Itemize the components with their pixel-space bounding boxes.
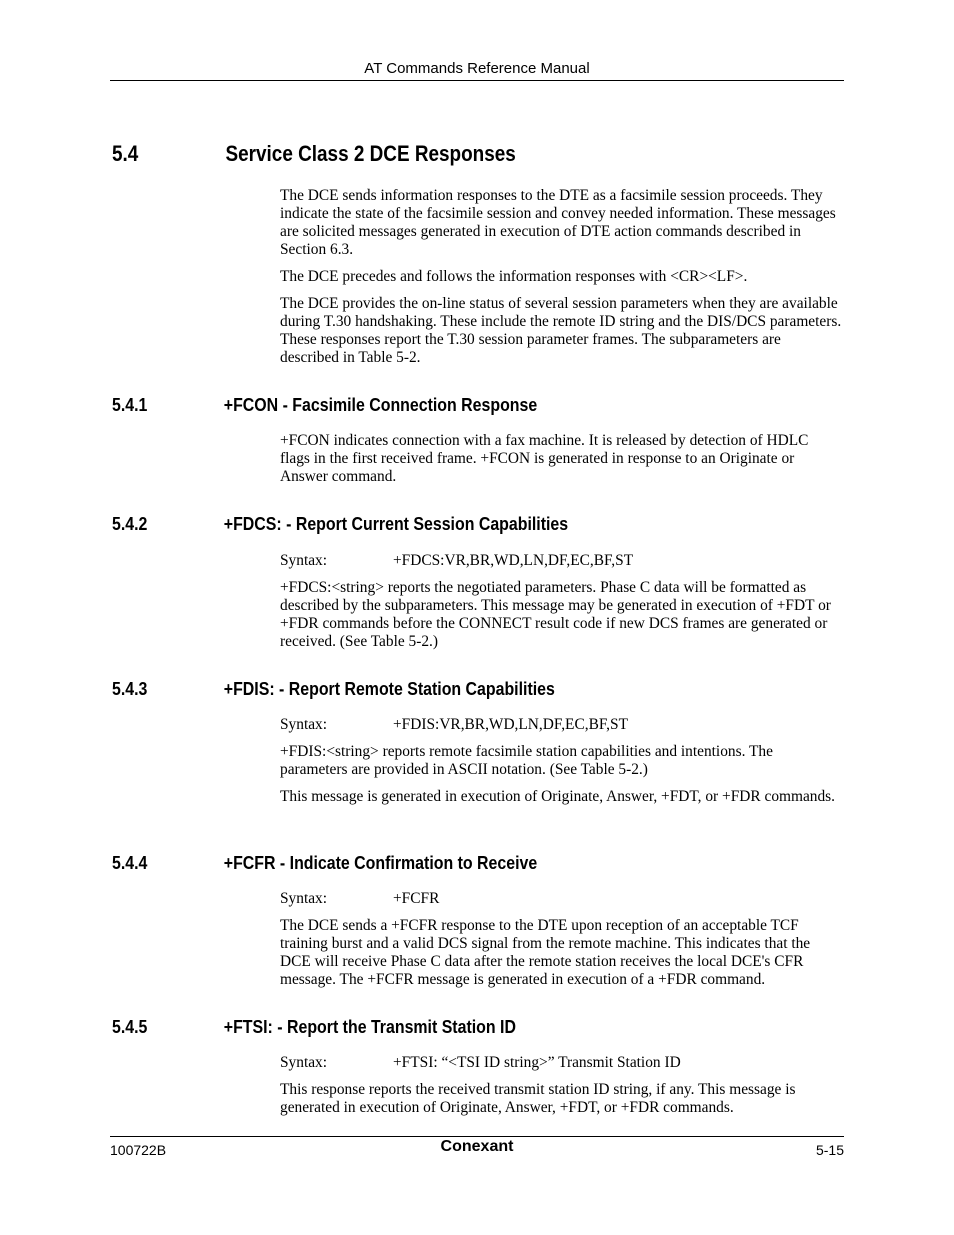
section-heading-5-4-2 bbox=[112, 513, 568, 535]
syntax-value: +FCFR bbox=[393, 890, 440, 907]
section-number: 5.4.3 bbox=[112, 678, 148, 699]
section-title: Service Class 2 DCE Responses bbox=[225, 141, 516, 166]
section-title: +FTSI: - Report the Transmit Station ID bbox=[223, 1016, 516, 1037]
section-number: 5.4.2 bbox=[112, 513, 148, 534]
page-header-title: AT Commands Reference Manual bbox=[364, 60, 590, 77]
section-title: +FDCS: - Report Current Session Capabilities bbox=[223, 513, 569, 534]
section-heading-5-4-1 bbox=[112, 394, 537, 416]
syntax-line bbox=[280, 890, 439, 908]
section-number: 5.4.1 bbox=[112, 394, 148, 415]
paragraph: +FDIS:<string> reports remote facsimile station capabilities and intentions. The parameters are provided in ASCII notation. (See Table 5-2.) bbox=[280, 743, 773, 778]
section-heading-5-4 bbox=[112, 141, 516, 167]
syntax-value: +FDCS:VR,BR,WD,LN,DF,EC,BF,ST bbox=[393, 552, 634, 569]
syntax-label: Syntax: bbox=[280, 890, 328, 907]
paragraph: This response reports the received transmit station ID string, if any. This message is generated in execution of Originate, Answer, +FDT, or +FDR commands. bbox=[280, 1081, 796, 1116]
syntax-value: +FDIS:VR,BR,WD,LN,DF,EC,BF,ST bbox=[393, 716, 628, 733]
section-title: +FCON - Facsimile Connection Response bbox=[223, 394, 538, 415]
paragraph: This message is generated in execution of Originate, Answer, +FDT, or +FDR commands. bbox=[280, 788, 836, 805]
syntax-label: Syntax: bbox=[280, 716, 328, 733]
syntax-label: Syntax: bbox=[280, 552, 328, 569]
footer-page-number: 5-15 bbox=[815, 1142, 844, 1158]
section-number: 5.4 bbox=[112, 141, 139, 166]
syntax-line bbox=[280, 552, 633, 570]
syntax-label: Syntax: bbox=[280, 1054, 328, 1071]
paragraph: The DCE sends information responses to the DTE as a facsimile session proceeds. They indicate the state of the facsimile session and convey needed information. These messages are solicited messages generated in execution of DTE action commands described in Section 6.3. bbox=[280, 187, 836, 258]
section-title: +FDIS: - Report Remote Station Capabilities bbox=[223, 678, 555, 699]
section-heading-5-4-5 bbox=[112, 1016, 516, 1038]
section-number: 5.4.4 bbox=[112, 852, 148, 873]
paragraph: The DCE precedes and follows the information responses with <CR><LF>. bbox=[280, 268, 748, 285]
paragraph: The DCE provides the on-line status of several session parameters when they are available during T.30 handshaking. These include the remote ID string and the DIS/DCS parameters. These responses report the T.30 session parameter frames. The subparameters are described in Table 5-2. bbox=[280, 295, 842, 366]
footer-rule bbox=[110, 1136, 844, 1137]
header-rule bbox=[110, 80, 844, 81]
section-heading-5-4-3 bbox=[112, 678, 555, 700]
section-heading-5-4-4 bbox=[112, 852, 537, 874]
footer-company: Conexant bbox=[440, 1138, 514, 1155]
paragraph: +FDCS:<string> reports the negotiated parameters. Phase C data will be formatted as described by the subparameters. This message may be generated in execution of +FDT or +FDR commands before the CONNECT result code if new DCS frames are generated or received. (See Table 5-2.) bbox=[280, 579, 831, 650]
section-title: +FCFR - Indicate Confirmation to Receive bbox=[223, 852, 538, 873]
paragraph: +FCON indicates connection with a fax machine. It is released by detection of HDLC flags in the first received frame. +FCON is generated in response to an Originate or Answer command. bbox=[280, 432, 809, 485]
syntax-line bbox=[280, 716, 628, 734]
section-number: 5.4.5 bbox=[112, 1016, 148, 1037]
paragraph: The DCE sends a +FCFR response to the DTE upon reception of an acceptable TCF training burst and a valid DCS signal from the remote machine. This indicates that the DCE will receive Phase C data after the remote station receives the local DCE's CFR message. The +FCFR message is generated in execution of a +FDR command. bbox=[280, 917, 811, 988]
syntax-line bbox=[280, 1054, 681, 1072]
syntax-value: +FTSI: “<TSI ID string>” Transmit Station ID bbox=[393, 1054, 681, 1071]
footer-doc-number: 100722B bbox=[110, 1142, 167, 1158]
